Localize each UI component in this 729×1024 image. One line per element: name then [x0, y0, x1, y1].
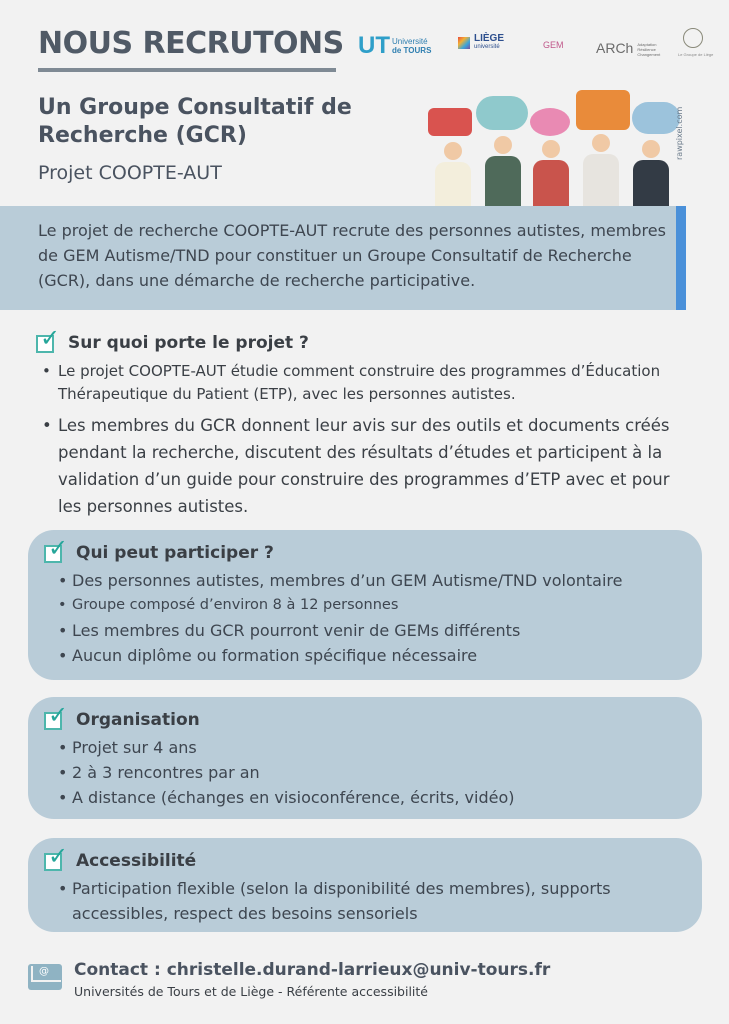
list-item: • Participation flexible (selon la disponibilité des membres), supports accessibles, respect des besoins sensoriels: [44, 876, 686, 926]
image-credit: rawpixel.com: [675, 106, 684, 160]
list-item: • Projet sur 4 ans: [44, 735, 686, 760]
person-figure: [583, 154, 619, 206]
partner-logos: [358, 28, 718, 68]
accent-bar: [676, 206, 686, 310]
project-list: [36, 360, 686, 520]
section-accessibility: [28, 838, 702, 932]
tours-logo-mark: UT: [358, 32, 390, 59]
page-title: NOUS RECRUTONS: [38, 26, 344, 61]
universite-tours-logo: UT Université de TOURS: [358, 32, 432, 59]
intro-band: [0, 206, 676, 310]
section-heading: Organisation: [76, 710, 200, 730]
contact-email[interactable]: Contact : christelle.durand-larrieux@univ-tours.fr: [74, 960, 551, 980]
contact-block: [28, 960, 708, 1010]
person-head: [592, 134, 610, 152]
title-underline: [38, 68, 336, 72]
checkbox-checked-icon: ✓: [44, 707, 70, 733]
person-head: [494, 136, 512, 154]
list-item: • Groupe composé d’environ 8 à 12 personnes: [44, 593, 686, 618]
person-figure: [633, 160, 669, 206]
checkbox-checked-icon: ✓: [36, 330, 62, 356]
list-item: • 2 à 3 rencontres par an: [44, 760, 686, 785]
person-head: [444, 142, 462, 160]
section-heading: Accessibilité: [76, 851, 197, 871]
email-envelope-icon: @: [28, 964, 62, 990]
person-figure: [435, 162, 471, 206]
person-figure: [485, 156, 521, 206]
who-list: [44, 568, 686, 668]
list-item: • A distance (échanges en visioconférence, écrits, vidéo): [44, 785, 686, 810]
list-item: • Les membres du GCR donnent leur avis sur des outils et documents créés pendant la recherche, discutent des résultats d’études et participent à la validation d’un guide pour construire des programmes d’ETP avec et pour les personnes autistes.: [36, 412, 686, 520]
page-subtitle: Un Groupe Consultatif de Recherche (GCR): [38, 95, 352, 148]
section-project: [36, 324, 686, 526]
universite-liege-logo: LIÈGE université: [458, 34, 504, 52]
contact-role: Universités de Tours et de Liège - Référente accessibilité: [74, 984, 428, 999]
seal-caption: Le Groupe de Liège: [678, 52, 714, 57]
speech-bubble-cloud-teal: [476, 96, 528, 130]
speech-bubble-cloud-blue: [632, 102, 680, 134]
list-item: • Aucun diplôme ou formation spécifique nécessaire: [44, 643, 686, 668]
section-heading: Sur quoi porte le projet ?: [68, 333, 309, 353]
person-head: [542, 140, 560, 158]
project-name: Projet COOPTE-AUT: [38, 162, 222, 184]
people-with-speech-bubbles-illustration: [420, 86, 688, 206]
list-item: • Des personnes autistes, membres d’un GEM Autisme/TND volontaire: [44, 568, 686, 593]
seal-logo: [683, 28, 703, 48]
checkbox-checked-icon: ✓: [44, 540, 70, 566]
person-head: [642, 140, 660, 158]
section-heading: Qui peut participer ?: [76, 543, 274, 563]
intro-text: Le projet de recherche COOPTE-AUT recrute des personnes autistes, membres de GEM Autisme/TND pour constituer un Groupe Consultatif de Recherche (GCR), dans une démarche de recherche participative.: [38, 221, 666, 290]
organisation-list: [44, 735, 686, 810]
speech-bubble-orange: [576, 90, 630, 130]
speech-bubble-red: [428, 108, 472, 136]
section-organisation: [28, 697, 702, 819]
speech-bubble-pink: [530, 108, 570, 136]
liege-logo-mark: [458, 37, 470, 49]
section-who: [28, 530, 702, 680]
accessibility-list: [44, 876, 686, 926]
gem-logo: GEM: [543, 40, 564, 50]
list-item: • Les membres du GCR pourront venir de GEMs différents: [44, 618, 686, 643]
checkbox-checked-icon: ✓: [44, 848, 70, 874]
person-figure: [533, 160, 569, 206]
list-item: • Le projet COOPTE-AUT étudie comment construire des programmes d’Éducation Thérapeutique du Patient (ETP), avec les personnes autistes.: [36, 360, 686, 406]
arch-logo: ARCh Adaptation Résilience Changement: [596, 40, 661, 57]
